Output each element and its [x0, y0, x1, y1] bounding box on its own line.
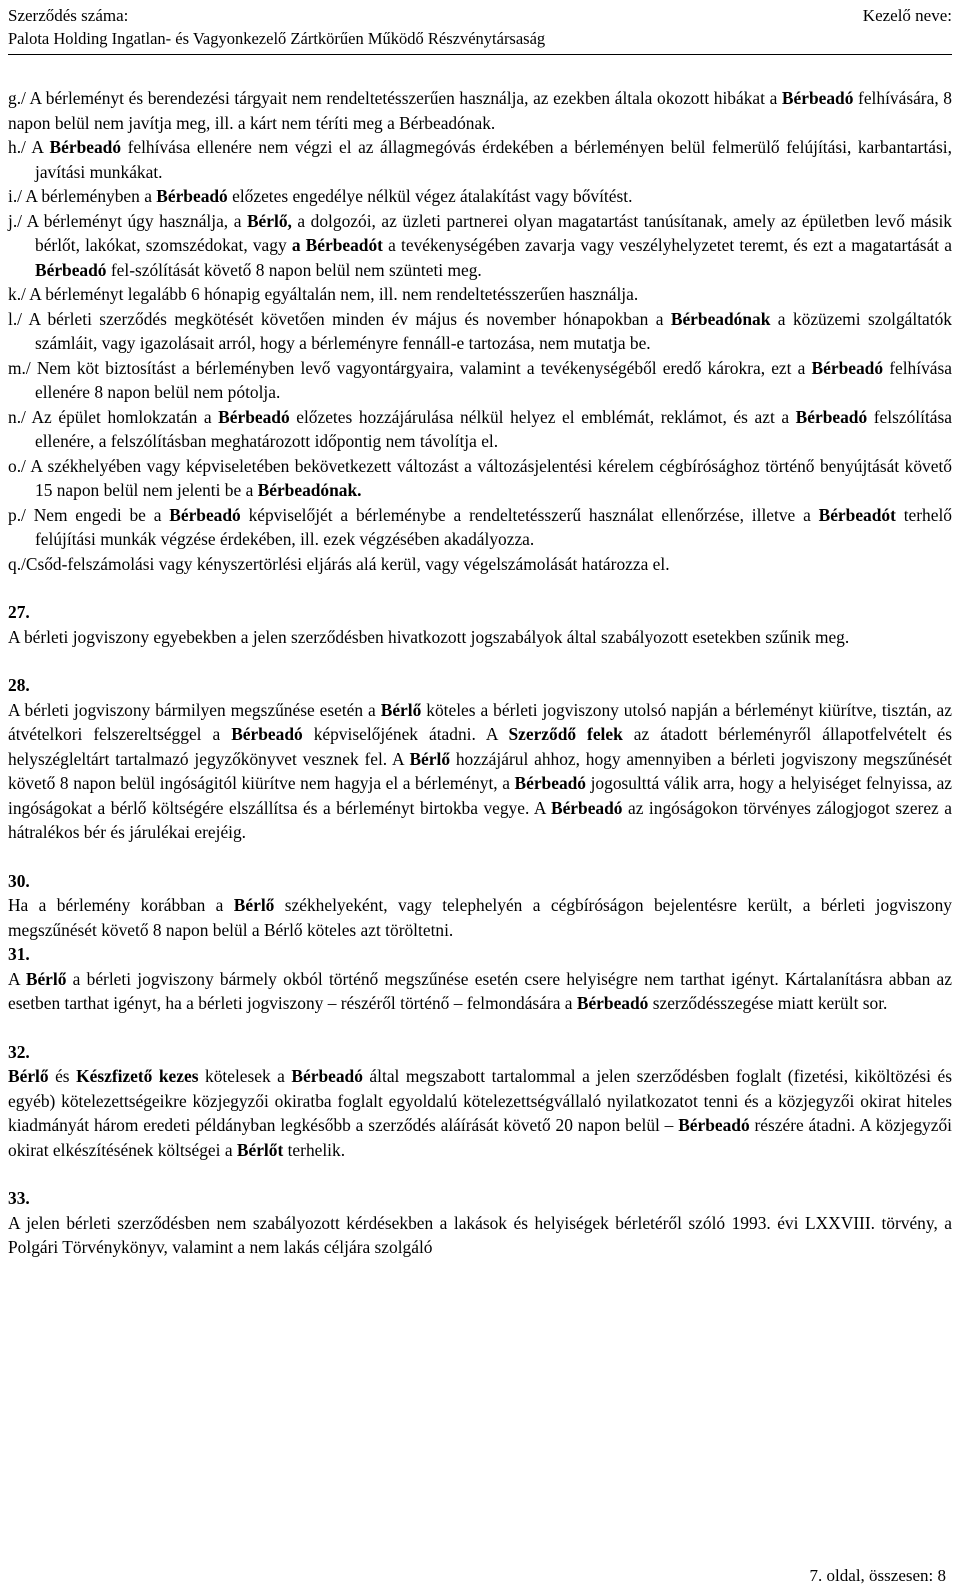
bold-term: Bérbeadó — [218, 406, 290, 427]
text-run: g./ A bérleményt és berendezési tárgyait nem rendeltetésszerűen használja, az ezekben általa okozott hibákat a — [8, 88, 782, 108]
contract-number-label: Szerződés száma: — [8, 6, 129, 25]
text-run: jogosulttá válik arra, hogy a helyiséget felnyissa, az ingóságokat a bérlő költségére elszállítsa és a bérleményt birtokba vegye. A — [8, 773, 953, 818]
text-run: által megszabott tartalommal a jelen szerződésben foglalt (fizetési, kiköltözési és egyéb) kötelezettségeikre közjegyzői okiratba foglalt egyoldalú kötelezettségvállaló nyilatkozatot tenni és a közjegyzői okirat hiteles kiadmányát három eredeti példányban legkésőbb a szerződés aláírását követő 20 napon belül – — [8, 1066, 952, 1135]
text-run: a közüzemi szolgáltatók számláit, vagy igazolásait arról, hogy a bérleményre fennáll-e tartozása, nem mutatja be. — [35, 308, 952, 353]
text-run: az ingóságokon törvényes zálogjogot szerez a hátralékos bér és járulékai erejéig. — [8, 797, 953, 842]
text-run: szerződésszegése miatt került sor. — [648, 993, 888, 1013]
text-run: A — [8, 968, 26, 989]
bold-term: Bérlő — [25, 968, 67, 989]
bold-term: Bérbeadó — [514, 773, 587, 793]
clause-n — [8, 405, 952, 454]
bold-term: Bérbeadó — [49, 137, 122, 157]
organization-name: Palota Holding Ingatlan- és Vagyonkezelő Zártkörűen Működő Részvénytársaság — [8, 29, 546, 48]
bold-term: Bérlő — [8, 1066, 49, 1086]
section-31-number: 31. — [8, 944, 30, 964]
text-run: i./ A bérleményben a — [8, 186, 157, 206]
bold-term: Bérbeadó — [291, 1066, 363, 1086]
text-run: előzetes engedélye nélkül végez átalakítást vagy bővítést. — [227, 186, 633, 206]
text-run: terhelő felújítási munkák végzése érdekében, ill. ezek végzésében akadályozza. — [35, 504, 953, 549]
bold-term: Bérlőt — [236, 1139, 284, 1160]
bold-term: Bérbeadó — [35, 259, 107, 280]
text-run: A jelen bérleti szerződésben nem szabályozott kérdésekben a lakások és helyiségek bérletéről szóló 1993. évi LXXVIII. törvény, a Polgári Törvénykönyv, valamint a nem lakás céljára szolgáló — [8, 1212, 952, 1257]
text-run: felszólítása ellenére, a felszólításban meghatározott időpontig nem távolítja el. — [35, 406, 952, 451]
clause-o — [8, 454, 952, 503]
bold-term: Bérlő — [233, 895, 275, 915]
header-divider — [8, 54, 952, 55]
text-run: felhívása ellenére nem végzi el az állagmegóvás érdekében a bérleményen belül felmerülő felújítási, karbantartási, javítási munkákat. — [35, 137, 952, 182]
clause-k — [8, 282, 952, 307]
bold-term: Bérbeadót — [818, 504, 896, 525]
text-run: képviselőjét a bérleménybe a rendeltetésszerű használat ellenőrzése, illetve a — [240, 504, 819, 525]
section-27-text — [8, 625, 952, 650]
bold-term: Bérbeadónak — [670, 308, 771, 329]
text-run: az átadott bérleményről állapotfelvételt és helyszégleltárt tartalmazó jegyzőkönyvet vesznek fel. A — [8, 724, 952, 769]
section-33-number: 33. — [8, 1188, 30, 1208]
text-run: felhívására, 8 napon belül nem javítja meg, ill. a kárt nem téríti meg a Bérbeadónak. — [8, 88, 952, 133]
bold-term: Bérlő, — [246, 210, 292, 231]
text-run: kötelesek a — [198, 1066, 292, 1086]
text-run: n./ Az épület homlokzatán a — [8, 406, 219, 427]
header-labels — [8, 4, 952, 28]
text-run: köteles a bérleti jogviszony utolsó napján a bérleményt kiürítve, tisztán, az átvételkori felszereltséggel a — [8, 699, 952, 744]
text-run: A bérleti jogviszony egyebekben a jelen szerződésben hivatkozott jogszabályok által szabályozott esetekben szűnik meg. — [8, 626, 850, 647]
clause-j — [8, 209, 952, 283]
section-32-text — [8, 1064, 952, 1162]
text-run: Ha a bérlemény korábban a — [8, 895, 234, 915]
bold-term: Bérbeadó — [678, 1115, 750, 1135]
section-27-number: 27. — [8, 602, 30, 622]
clause-m — [8, 356, 952, 405]
clause-p — [8, 503, 952, 552]
bold-term: a Bérbeadót — [291, 235, 383, 255]
text-run: fel-szólítását követő 8 napon belül nem szünteti meg. — [106, 259, 482, 280]
bold-term: Bérbeadó — [576, 993, 649, 1013]
bold-term: Bérbeadó — [169, 504, 241, 525]
section-31-text — [8, 967, 952, 1016]
text-run: a dolgozói, az üzleti partnerei olyan magatartást tanúsítanak, amely az épületben levő másik bérlőt, lakókat, szomszédokat, vagy — [35, 210, 952, 255]
text-run: székhelyeként, vagy telephelyén a cégbíróságon bejelentésre került, a bérleti jogviszony megszűnését követő 8 napon belül a Bérlő köteles azt töröltetni. — [8, 895, 952, 940]
text-run: p./ Nem engedi be a — [8, 504, 170, 525]
text-run: o./ A székhelyében vagy képviseletében bekövetkezett változást a változásjelentési kérelem cégbírósághoz történő benyújtását követő 15 napon belül nem jelenti be a — [8, 455, 952, 500]
text-run: A bérleti jogviszony bármilyen megszűnése esetén a — [8, 699, 381, 720]
clause-q — [8, 552, 952, 577]
bold-term: Bérbeadó — [550, 797, 623, 818]
clause-i — [8, 184, 952, 209]
text-run: felhívása ellenére 8 napon belül nem pótolja. — [35, 357, 952, 402]
section-32-number: 32. — [8, 1041, 30, 1062]
bold-term: Bérbeadó — [795, 406, 868, 427]
text-run: képviselőjének átadni. A — [302, 724, 509, 744]
section-33-text — [8, 1211, 952, 1260]
bold-term: Bérbeadó — [811, 357, 884, 378]
document-body — [8, 86, 952, 1260]
text-run: előzetes hozzájárulása nélkül helyez el emblémát, reklámot, és azt a — [289, 406, 796, 427]
bold-term: Bérbeadónak. — [257, 480, 362, 500]
text-run: h./ A — [8, 137, 50, 157]
text-run: l./ A bérleti szerződés megkötését követően minden év május és november hónapokban a — [8, 308, 671, 329]
text-run: a bérleti jogviszony bármely okból történő megszűnése esetén csere helyiségre nem tarthat igényt. Kártalanításra abban az esetben tarthat igényt, ha a bérleti jogviszony – részéről történő – felmondására a — [8, 968, 952, 1013]
text-run: q./Csőd-felszámolási vagy kényszertörlési eljárás alá kerül, vagy végelszámolását határozza el. — [8, 553, 670, 574]
text-run: terhelik. — [283, 1139, 346, 1160]
section-28-number: 28. — [8, 675, 30, 695]
text-run: j./ A bérleményt úgy használja, a — [8, 210, 247, 231]
text-run: és — [48, 1066, 77, 1086]
bold-term: Bérbeadó — [781, 88, 854, 108]
bold-term: Bérlő — [380, 699, 422, 720]
text-run: hozzájárul ahhoz, hogy amennyiben a bérleti jogviszony megszűnését követő 8 napon belül ingóságitól kiürítve nem hagyja el a bérleményt, a — [8, 748, 952, 793]
section-30-text — [8, 893, 952, 942]
bold-term: Szerződő felek — [508, 724, 623, 744]
page-header — [8, 4, 952, 50]
clause-l — [8, 307, 952, 356]
text-run: k./ A bérleményt legalább 6 hónapig egyáltalán nem, ill. nem rendeltetésszerűen használja. — [8, 284, 639, 304]
bold-term: Készfizető kezes — [76, 1066, 199, 1086]
page-number: 7. oldal, összesen: 8 — [809, 1566, 946, 1585]
text-run: m./ Nem köt biztosítást a bérleményben levő vagyontárgyaira, valamint a tevékenységéből eredő károkra, ezt a — [8, 357, 812, 378]
clause-h — [8, 135, 952, 184]
manager-name-label: Kezelő neve: — [862, 6, 952, 25]
bold-term: Bérbeadó — [231, 724, 303, 744]
section-28-text — [8, 698, 952, 845]
section-30-number: 30. — [8, 870, 30, 891]
bold-term: Bérlő — [409, 748, 451, 769]
text-run: részére átadni. A közjegyzői okirat elkészítésének költségei a — [8, 1115, 952, 1160]
text-run: a tevékenységében zavarja vagy veszélyhelyzetet teremt, és ezt a magatartását a — [382, 235, 953, 255]
clause-g — [8, 86, 952, 135]
bold-term: Bérbeadó — [156, 186, 228, 206]
